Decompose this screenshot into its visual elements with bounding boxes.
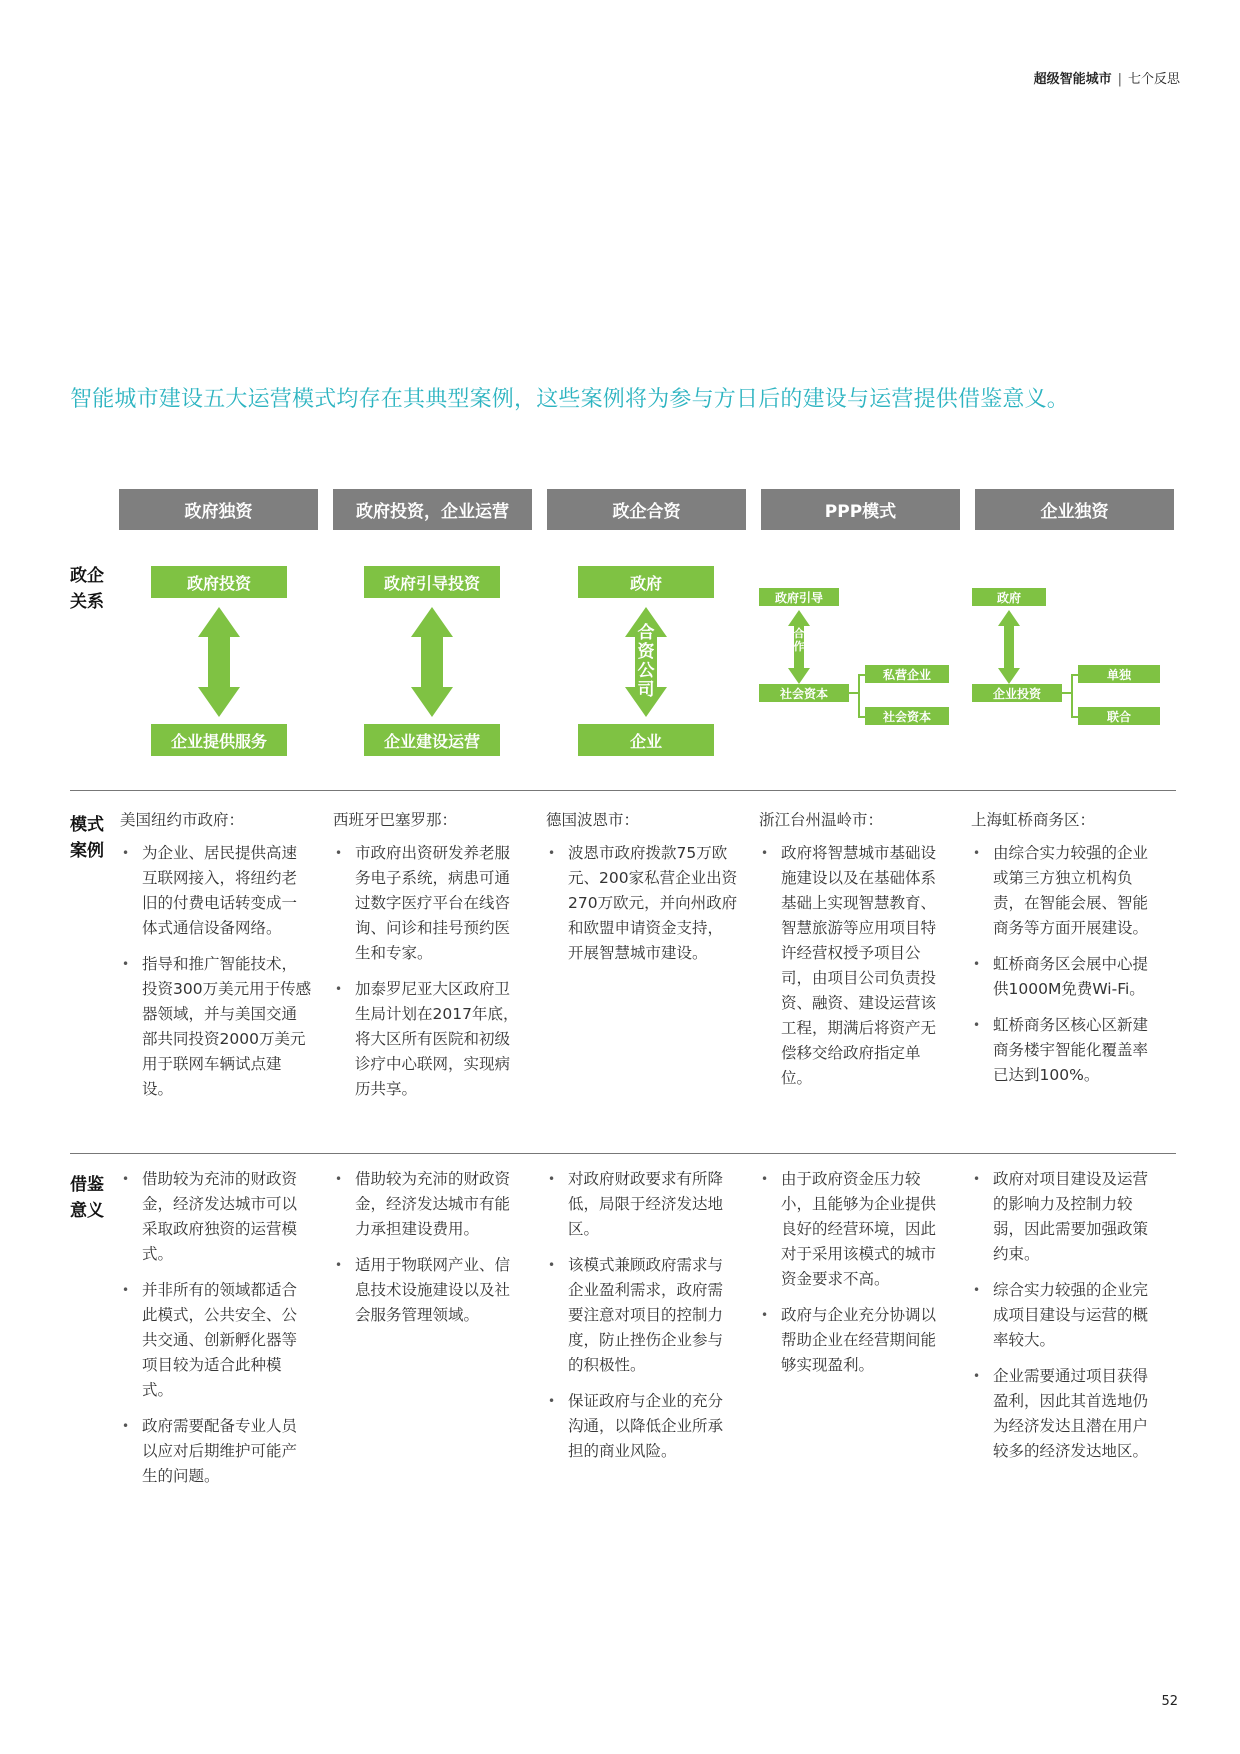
lesson-bullet: • 适用于物联网产业、信息技术设施建设以及社会服务管理领域。: [333, 1253, 525, 1328]
case-title: 浙江台州温岭市：: [759, 811, 884, 829]
lesson-cell-3: [546, 1167, 738, 1475]
case-cell-3: [546, 808, 738, 977]
double-arrow-icon: [198, 607, 240, 717]
case-cell-1: [120, 808, 312, 1113]
running-head: [1034, 68, 1180, 87]
diagram-3-bottom-box: 企业: [578, 724, 714, 756]
lesson-bullet: • 由于政府资金压力较小，且能够为企业提供良好的经营环境，因此对于采用该模式的城市资金要求不高。: [759, 1167, 951, 1292]
page-number: 52: [1161, 1694, 1178, 1709]
diagram-1-bottom-box: 企业提供服务: [151, 724, 287, 756]
running-head-separator: |: [1117, 72, 1122, 87]
lesson-bullet: • 政府对项目建设及运营的影响力及控制力较弱，因此需要加强政策约束。: [971, 1167, 1163, 1267]
case-bullet: • 政府将智慧城市基础设施建设以及在基础体系基础上实现智慧教育、智慧旅游等应用项目特许经营权授予项目公司，由项目公司负责投资、融资、建设运营该工程，期满后将资产无偿移交给政府指定单位。: [759, 841, 951, 1091]
case-cell-4: [759, 808, 951, 1102]
connector-line: [858, 674, 860, 718]
diagram-3-top-box: 政府: [578, 566, 714, 598]
running-head-subtitle: 七个反思: [1127, 72, 1180, 87]
lesson-cell-1: [120, 1167, 312, 1500]
row-label-cases: 模式 案例: [70, 815, 104, 861]
intro-sentence: 智能城市建设五大运营模式均存在其典型案例，这些案例将为参与方日后的建设与运营提供借鉴意义。: [70, 387, 1070, 412]
diagram-5-branch-a-box: 单独: [1078, 665, 1160, 683]
case-bullet: • 波恩市政府拨款75万欧元、200家私营企业出资270万欧元，并向州政府和欧盟申请资金支持，开展智慧城市建设。: [546, 841, 738, 966]
column-header-2: 政府投资，企业运营: [333, 489, 532, 530]
case-bullet: • 市政府出资研发养老服务电子系统，病患可通过数字医疗平台在线咨询、问诊和挂号预约医生和专家。: [333, 841, 525, 966]
case-title: 美国纽约市政府：: [120, 811, 245, 829]
case-bullet: • 指导和推广智能技术，投资300万美元用于传感器领域，并与美国交通部共同投资2000万美元用于联网车辆试点建设。: [120, 952, 312, 1102]
lesson-cell-2: [333, 1167, 525, 1339]
row-label-lessons: 借鉴 意义: [70, 1175, 104, 1221]
lesson-bullet: • 并非所有的领域都适合此模式，公共安全、公共交通、创新孵化器等项目较为适合此种模式。: [120, 1278, 312, 1403]
diagram-2-bottom-box: 企业建设运营: [364, 724, 500, 756]
lesson-bullet: • 政府需要配备专业人员以应对后期维护可能产生的问题。: [120, 1414, 312, 1489]
connector-line: [858, 716, 865, 718]
connector-line: [1071, 716, 1078, 718]
column-header-1: 政府独资: [119, 489, 318, 530]
diagram-4-branch-b-box: 社会资本: [865, 707, 949, 725]
double-arrow-icon: [998, 610, 1020, 684]
lesson-bullet: • 该模式兼顾政府需求与企业盈利需求，政府需要注意对项目的控制力度，防止挫伤企业参与的积极性。: [546, 1253, 738, 1378]
diagram-4-middle-label: 合作: [793, 627, 805, 653]
lesson-bullet: • 借助较为充沛的财政资金，经济发达城市有能力承担建设费用。: [333, 1167, 525, 1242]
column-header-3: 政企合资: [547, 489, 746, 530]
diagram-4-top-box: 政府引导: [759, 588, 839, 606]
lesson-bullet: • 综合实力较强的企业完成项目建设与运营的概率较大。: [971, 1278, 1163, 1353]
case-bullet: • 虹桥商务区核心区新建商务楼宇智能化覆盖率已达到100%。: [971, 1013, 1163, 1088]
case-title: 上海虹桥商务区：: [971, 811, 1096, 829]
diagram-2-top-box: 政府引导投资: [364, 566, 500, 598]
diagram-3-middle-label: 合资公司: [637, 623, 655, 700]
lesson-cell-5: [971, 1167, 1163, 1475]
lesson-bullet: • 保证政府与企业的充分沟通，以降低企业所承担的商业风险。: [546, 1389, 738, 1464]
connector-line: [1071, 674, 1073, 718]
lesson-bullet: • 政府与企业充分协调以帮助企业在经营期间能够实现盈利。: [759, 1303, 951, 1378]
lesson-bullet: • 企业需要通过项目获得盈利，因此其首选地仍为经济发达且潜在用户较多的经济发达地区。: [971, 1364, 1163, 1464]
lesson-bullet: • 对政府财政要求有所降低，局限于经济发达地区。: [546, 1167, 738, 1242]
connector-line: [1071, 674, 1078, 676]
column-header-4: PPP模式: [761, 489, 960, 530]
connector-line: [858, 674, 865, 676]
diagram-4-bottom-box: 社会资本: [759, 684, 849, 702]
case-bullet: • 虹桥商务区会展中心提供1000M免费Wi-Fi。: [971, 952, 1163, 1002]
case-title: 西班牙巴塞罗那：: [333, 811, 458, 829]
case-bullet: • 为企业、居民提供高速互联网接入，将纽约老旧的付费电话转变成一体式通信设备网络。: [120, 841, 312, 941]
case-cell-2: [333, 808, 525, 1113]
lesson-cell-4: [759, 1167, 951, 1389]
double-arrow-icon: [411, 607, 453, 717]
case-title: 德国波恩市：: [546, 811, 640, 829]
case-bullet: • 加泰罗尼亚大区政府卫生局计划在2017年底，将大区所有医院和初级诊疗中心联网，实现病历共享。: [333, 977, 525, 1102]
case-cell-5: [971, 808, 1163, 1099]
diagram-4-branch-a-box: 私营企业: [865, 665, 949, 683]
diagram-5-branch-b-box: 联合: [1078, 707, 1160, 725]
running-head-title: 超级智能城市: [1033, 72, 1112, 87]
diagram-1-top-box: 政府投资: [151, 566, 287, 598]
row-divider: [70, 1153, 1176, 1154]
diagram-5-top-box: 政府: [972, 588, 1046, 606]
row-label-relation: 政企 关系: [70, 566, 104, 612]
case-bullet: • 由综合实力较强的企业或第三方独立机构负责，在智能会展、智能商务等方面开展建设。: [971, 841, 1163, 941]
diagram-5-bottom-box: 企业投资: [972, 684, 1062, 702]
lesson-bullet: • 借助较为充沛的财政资金，经济发达城市可以采取政府独资的运营模式。: [120, 1167, 312, 1267]
row-divider: [70, 790, 1176, 791]
column-header-5: 企业独资: [975, 489, 1174, 530]
